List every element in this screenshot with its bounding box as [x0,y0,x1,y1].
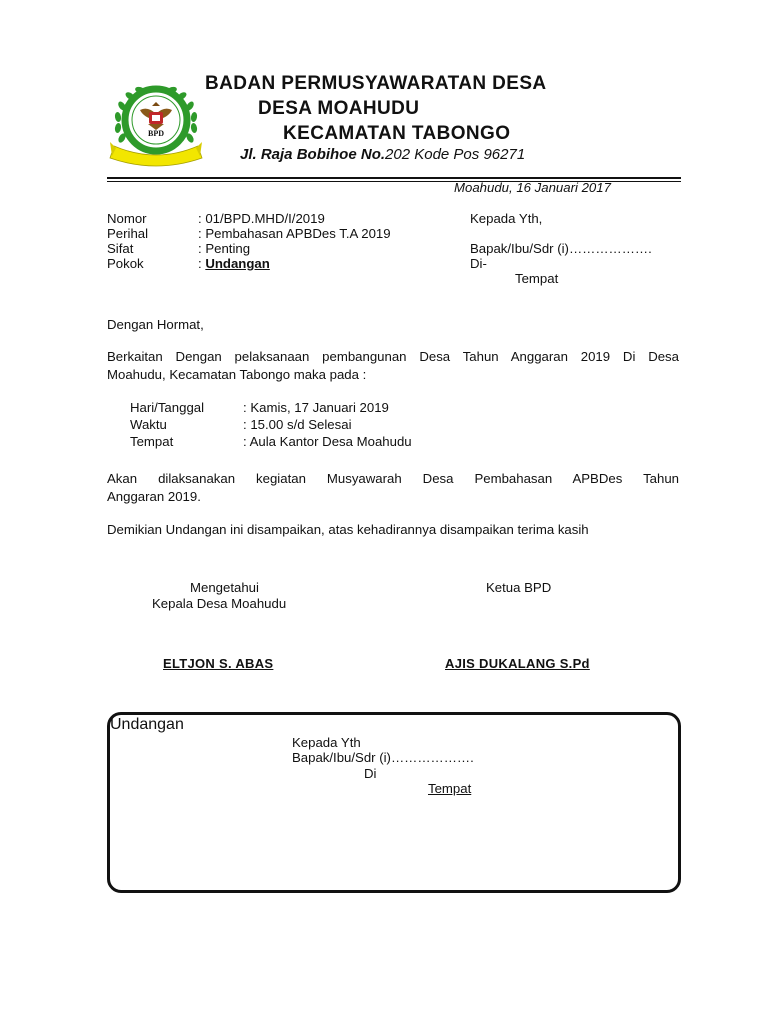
header-village: DESA MOAHUDU [258,98,420,119]
paragraph-2-line-1: Akan dilaksanakan kegiatan Musyawarah Desa Pembahasan APBDes Tahun [107,471,679,486]
header-district: KECAMATAN TABONGO [283,123,511,144]
detail-label-day: Hari/Tanggal [130,400,205,415]
meta-value-nomor: : 01/BPD.MHD/I/2019 [198,211,325,226]
meta-label-sifat: Sifat [107,241,134,256]
body-closing: Demikian Undangan ini disampaikan, atas kehadirannya disampaikan terima kasih [107,522,589,537]
detail-label-place: Tempat [130,434,174,449]
address-postcode: Kode Pos 96271 [410,146,526,163]
meta-value-pokok [198,256,270,271]
svg-text:BPD: BPD [148,129,164,138]
signature-left-name: ELTJON S. ABAS [163,656,274,671]
envelope-recipient: Bapak/Ibu/Sdr (i)………………. [292,750,474,765]
body-greeting: Dengan Hormat, [107,317,204,332]
envelope-place: Tempat [428,781,472,796]
signature-left-position: Kepala Desa Moahudu [152,596,287,611]
bpd-logo [104,80,208,168]
envelope-title: Undangan [110,716,184,733]
address-number: 202 [385,146,411,163]
body-paragraph-1 [107,348,679,384]
address-street: Jl. Raja Bobihoe No. [240,146,386,163]
envelope-box [107,712,681,893]
detail-label-time: Waktu [130,417,167,432]
paragraph-1-line-1: Berkaitan Dengan pelaksanaan pembangunan Desa Tahun Anggaran 2019 Di Desa [107,349,679,364]
header-divider-thick [107,177,681,179]
body-paragraph-2 [107,470,679,506]
paragraph-2-line-2: Anggaran 2019. [107,489,201,504]
meta-value-sifat: : Penting [198,241,251,256]
letter-date: Moahudu, 16 Januari 2017 [454,180,611,195]
detail-value-time: : 15.00 s/d Selesai [243,417,352,432]
recipient-di: Di- [470,256,487,271]
meta-value-perihal: : Pembahasan APBDes T.A 2019 [198,226,391,241]
meta-pokok-colon: : [198,256,206,271]
signature-left-title: Mengetahui [190,580,259,595]
recipient-name: Bapak/Ibu/Sdr (i)………………. [470,241,652,256]
meta-label-perihal: Perihal [107,226,149,241]
signature-right-position: Ketua BPD [486,580,552,595]
recipient-greeting: Kepada Yth, [470,211,543,226]
signature-right-name: AJIS DUKALANG S.Pd [445,656,590,671]
header-address [240,146,525,163]
detail-value-day: : Kamis, 17 Januari 2019 [243,400,389,415]
header-org-name: BADAN PERMUSYAWARATAN DESA [205,73,547,94]
detail-value-place: : Aula Kantor Desa Moahudu [243,434,412,449]
meta-label-pokok: Pokok [107,256,144,271]
bpd-emblem-icon [104,80,208,168]
recipient-place: Tempat [515,271,559,286]
meta-label-nomor: Nomor [107,211,147,226]
envelope-di: Di [364,766,377,781]
paragraph-1-line-2: Moahudu, Kecamatan Tabongo maka pada : [107,367,367,382]
envelope-greeting: Kepada Yth [292,735,361,750]
meta-pokok-text: Undangan [205,256,270,271]
